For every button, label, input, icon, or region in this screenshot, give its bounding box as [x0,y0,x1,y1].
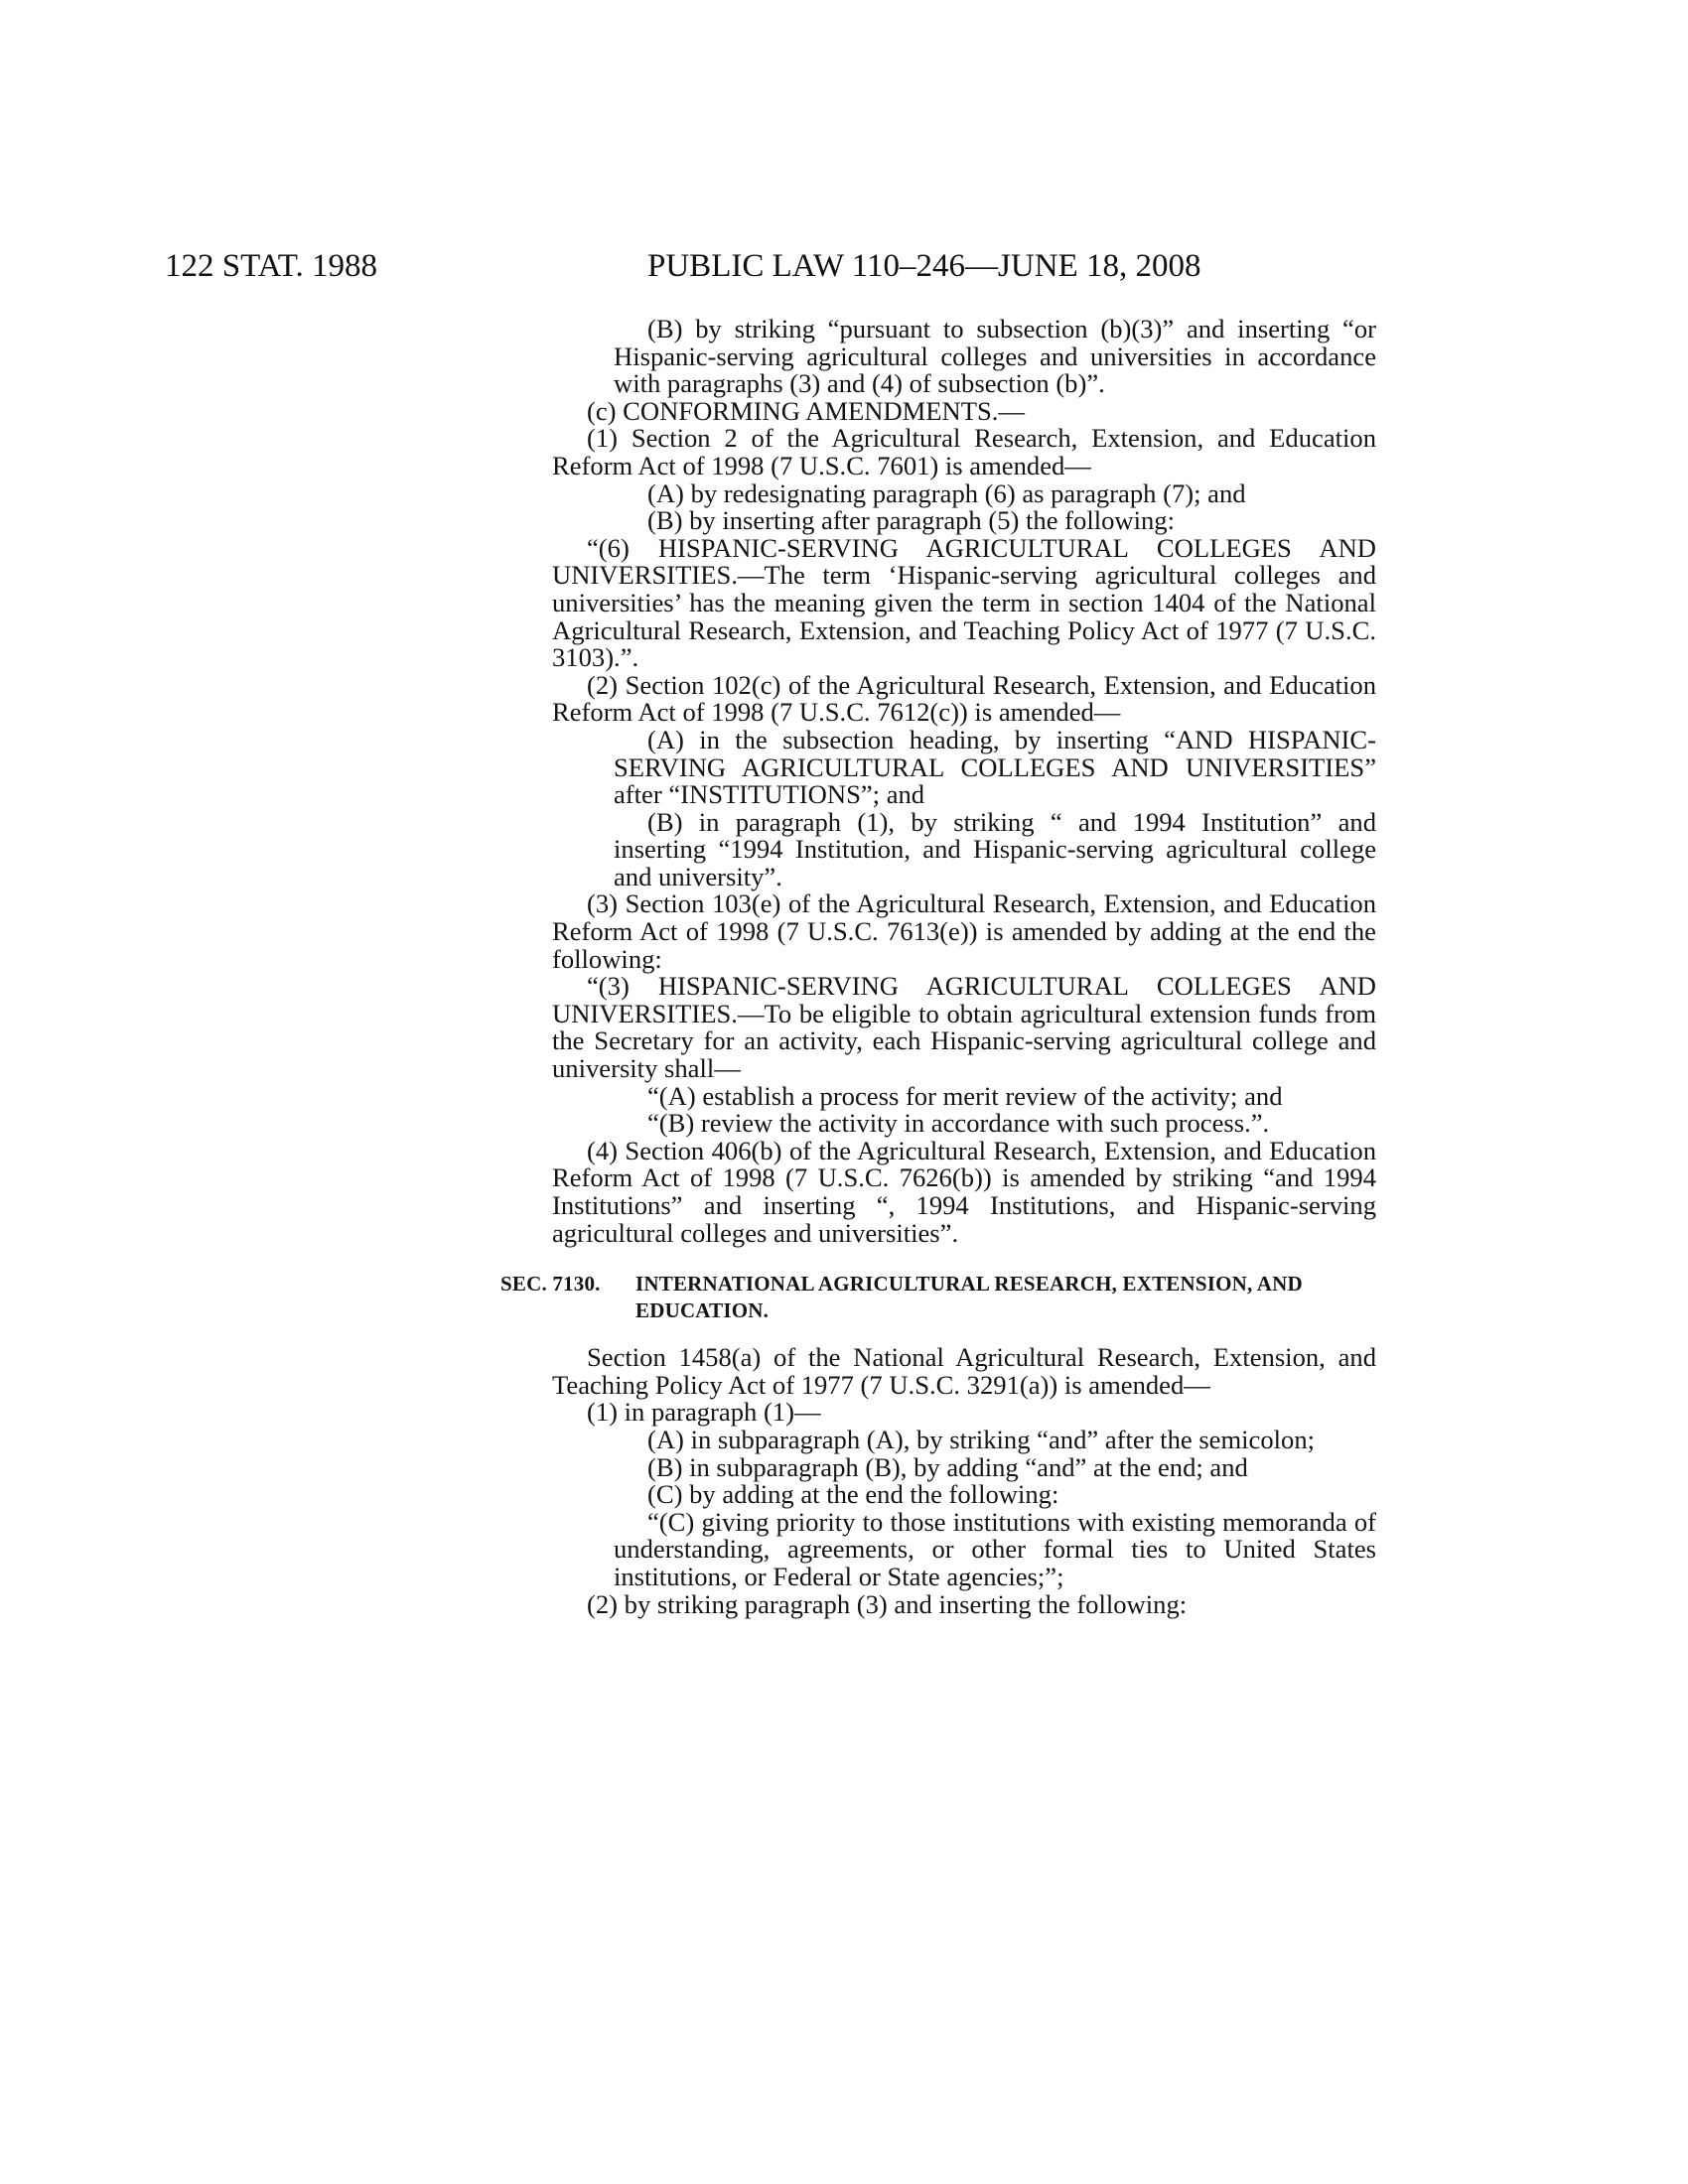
paragraph: (B) in paragraph (1), by striking “ and 1994 Institution” and inserting “1994 Institution, and Hispanic-serving agricultural college and university”. [614,806,1376,891]
stat-citation: 122 STAT. 1988 [165,248,378,284]
paragraph: (c) CONFORMING AMENDMENTS.— [587,395,1026,426]
paragraph: (2) Section 102(c) of the Agricultural Research, Extension, and Education Reform Act of 1998 (7 U.S.C. 7612(c)) is amended— [552,669,1376,728]
paragraph: (1) in paragraph (1)— [587,1397,821,1428]
paragraph: (3) Section 103(e) of the Agricultural Research, Extension, and Education Reform Act of 1998 (7 U.S.C. 7613(e)) is amended by adding at the end the following: [552,888,1376,974]
paragraph: “(C) giving priority to those institutions with existing memoranda of understanding, agreements, or other formal ties to United States institutions, or Federal or State agencies;”; [614,1506,1376,1591]
paragraph: (2) by striking paragraph (3) and inserting the following: [587,1588,1188,1619]
paragraph: (A) in the subsection heading, by inserting “AND HISPANIC-SERVING AGRICULTURAL COLLEGES AND UNIVERSITIES” after “INSTITUTIONS”; and [614,724,1376,810]
paragraph: (B) in subparagraph (B), by adding “and” at the end; and [647,1451,1248,1482]
section-title: INTERNATIONAL AGRICULTURAL RESEARCH, EXTENSION, AND EDUCATION. [635,1272,1303,1323]
paragraph: (4) Section 406(b) of the Agricultural Research, Extension, and Education Reform Act of 1998 (7 U.S.C. 7626(b)) is amended by striking “and 1994 Institutions” and inserting “, 1994 Institutions, and Hispanic-serving agricultural colleges and universities”. [552,1135,1376,1248]
paragraph: (C) by adding at the end the following: [647,1479,1059,1510]
document-body [500,314,1376,1619]
paragraph: “(3) HISPANIC-SERVING AGRICULTURAL COLLEGES AND UNIVERSITIES.—To be eligible to obtain agricultural extension funds from the Secretary for an activity, each Hispanic-serving agricultural college and university shall— [552,971,1376,1084]
paragraph: “(A) establish a process for merit review of the activity; and [647,1080,1283,1111]
section-7130-block [552,1344,1376,1618]
paragraph: (A) by redesignating paragraph (6) as paragraph (7); and [647,478,1246,508]
section-number: SEC. 7130. [500,1272,601,1297]
public-law-header: PUBLIC LAW 110–246—JUNE 18, 2008 [647,248,1201,284]
paragraph: (1) Section 2 of the Agricultural Research, Extension, and Education Reform Act of 1998 (7 U.S.C. 7601) is amended— [552,423,1376,480]
paragraph: “(6) HISPANIC-SERVING AGRICULTURAL COLLEGES AND UNIVERSITIES.—The term ‘Hispanic-serving agricultural colleges and universities’ has the meaning given the term in section 1404 of the National Agricultural Research, Extension, and Teaching Policy Act of 1977 (7 U.S.C. 3103).”. [552,532,1376,673]
paragraph: “(B) review the activity in accordance with such process.”. [647,1108,1270,1139]
section-heading [500,1271,1376,1324]
paragraph: (A) in subparagraph (A), by striking “and” after the semicolon; [647,1424,1316,1454]
paragraph: (B) by striking “pursuant to subsection (b)(3)” and inserting “or Hispanic-serving agricultural colleges and universities in accordance with paragraphs (3) and (4) of subsection (b)”. [614,314,1376,399]
paragraph: Section 1458(a) of the National Agricultural Research, Extension, and Teaching Policy Act of 1977 (7 U.S.C. 3291(a)) is amended— [552,1342,1376,1400]
paragraph: (B) by inserting after paragraph (5) the following: [647,505,1175,536]
amendments-block [552,316,1376,1247]
